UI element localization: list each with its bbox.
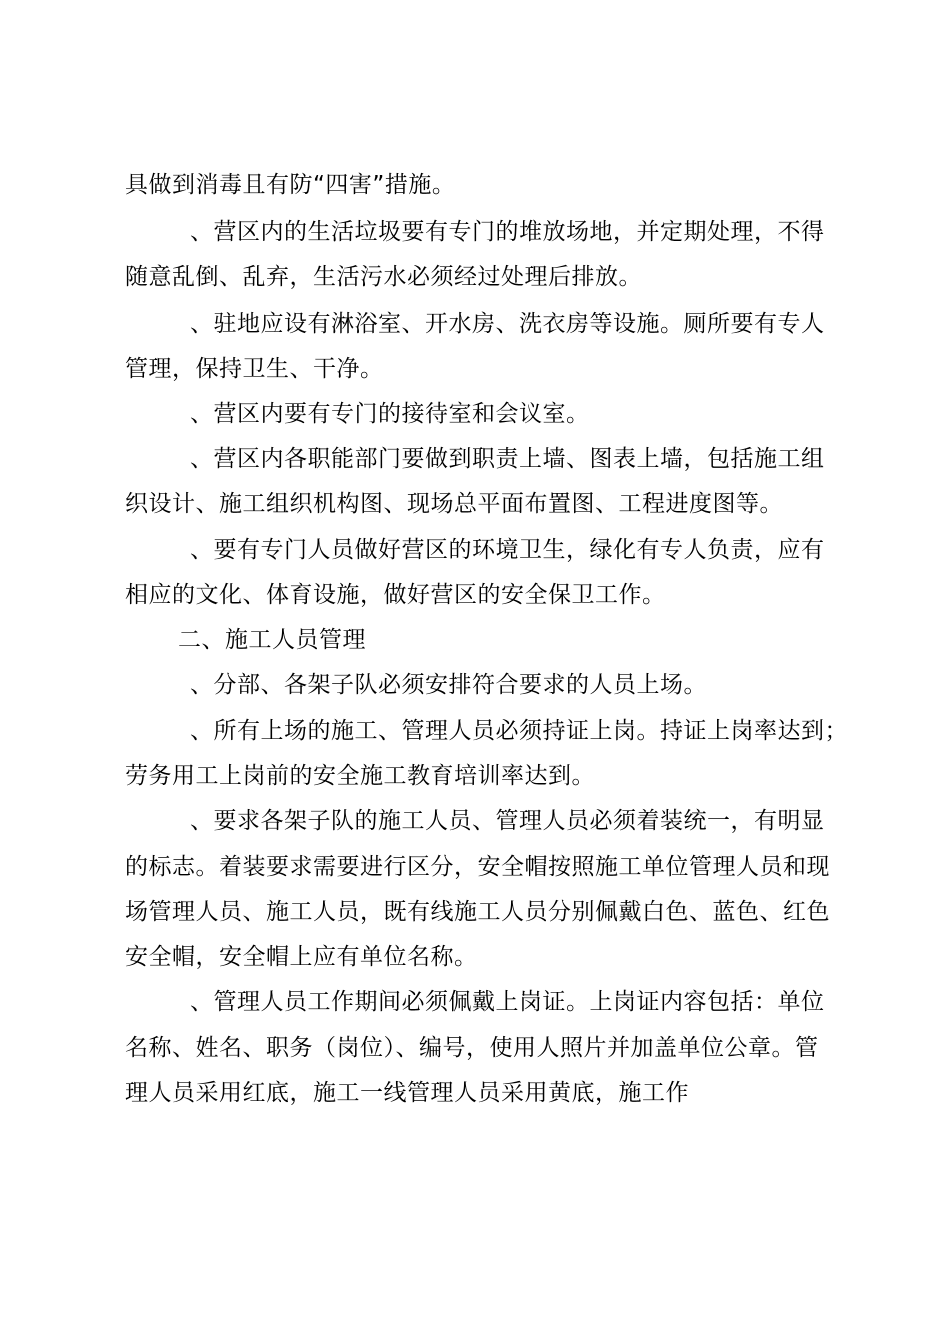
section-heading: 二、施工人员管理 (178, 627, 366, 653)
text-line: 、营区内要有专门的接待室和会议室。 (190, 401, 590, 427)
text-line: 安全帽，安全帽上应有单位名称。 (125, 944, 478, 970)
text-line: 具做到消毒且有防“四害”措施。 (125, 172, 456, 198)
text-line: 、要有专门人员做好营区的环境卫生，绿化有专人负责，应有 (190, 537, 825, 563)
text-line: 劳务用工上岗前的安全施工教育培训率达到。 (125, 763, 595, 789)
text-line: 、营区内的生活垃圾要有专门的堆放场地，并定期处理，不得 (190, 219, 825, 245)
text-line: 名称、姓名、职务（岗位）、编号，使用人照片并加盖单位公章。管 (125, 1035, 819, 1061)
text-line: 、分部、各架子队必须安排符合要求的人员上场。 (190, 672, 707, 698)
text-line: 的标志。着装要求需要进行区分，安全帽按照施工单位管理人员和现 (125, 854, 830, 880)
text-line: 管理，保持卫生、干净。 (125, 356, 384, 382)
text-line: 相应的文化、体育设施，做好营区的安全保卫工作。 (125, 582, 666, 608)
text-line: 、所有上场的施工、管理人员必须持证上岗。持证上岗率达到； (190, 718, 848, 744)
text-line: 、要求各架子队的施工人员、管理人员必须着装统一，有明显 (190, 808, 825, 834)
text-line: 、管理人员工作期间必须佩戴上岗证。上岗证内容包括：单位 (190, 989, 825, 1015)
text-line: 、营区内各职能部门要做到职责上墙、图表上墙，包括施工组 (190, 446, 825, 472)
text-line: 随意乱倒、乱弃，生活污水必须经过处理后排放。 (125, 264, 642, 290)
text-line: 场管理人员、施工人员，既有线施工人员分别佩戴白色、蓝色、红色 (125, 899, 830, 925)
text-line: 、驻地应设有淋浴室、开水房、洗衣房等设施。厕所要有专人 (190, 311, 825, 337)
text-line: 理人员采用红底，施工一线管理人员采用黄底，施工作 (125, 1080, 689, 1106)
text-line: 织设计、施工组织机构图、现场总平面布置图、工程进度图等。 (125, 491, 783, 517)
